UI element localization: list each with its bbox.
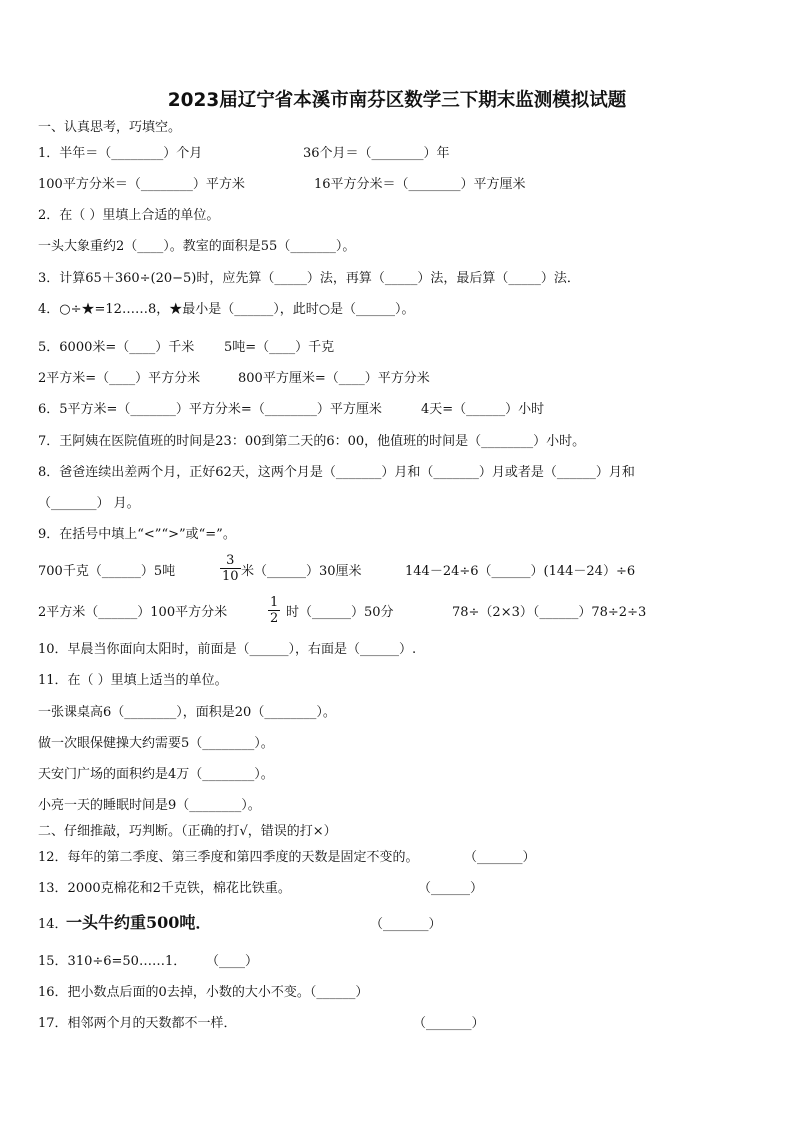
- question-6: [38, 401, 758, 419]
- q9-r2-part-c: 78÷（2×3）（______）78÷2÷3: [452, 605, 647, 620]
- q13-answer-blank: （______）: [418, 881, 484, 896]
- question-15: [38, 953, 758, 971]
- fraction-one-half: [268, 595, 280, 626]
- q5-part-a: 5．6000米=（____）千米: [38, 340, 195, 355]
- question-16: 16．把小数点后面的0去掉，小数的大小不变。（______）: [38, 985, 369, 1000]
- q17-answer-blank: （_______）: [413, 1016, 485, 1031]
- q6-part-a: 6．5平方米=（_______）平方分米=（________）平方厘米: [38, 402, 382, 417]
- question-17: [38, 1015, 758, 1033]
- fraction-denominator: 2: [270, 611, 279, 626]
- question-8-line-2: （_______） 月。: [38, 496, 140, 511]
- question-2-prompt: 2．在（ ）里填上合适的单位。: [38, 208, 220, 223]
- question-5-line-1: [38, 339, 758, 357]
- q13-text: 13．2000克棉花和2千克铁，棉花比铁重。: [38, 881, 291, 896]
- question-5-line-2: [38, 370, 758, 388]
- section-two-heading: 二、仔细推敲，巧判断。（正确的打√，错误的打×）: [38, 824, 337, 839]
- q1-part-a: 1．半年＝（________）个月: [38, 146, 203, 161]
- question-14: [38, 915, 758, 935]
- question-1-line-2: [38, 176, 758, 194]
- q1-part-b: 36个月＝（________）年: [303, 146, 450, 161]
- q14-answer-blank: （_______）: [370, 917, 442, 932]
- question-13: [38, 880, 758, 898]
- q1-part-c: 100平方分米＝（________）平方米: [38, 177, 245, 192]
- question-2-text: 一头大象重约2（____）。教室的面积是55（_______）。: [38, 239, 356, 254]
- q14-number: 14．: [38, 917, 68, 932]
- q12-answer-blank: （_______）: [464, 850, 536, 865]
- q5-part-d: 800平方厘米=（____）平方分米: [238, 371, 430, 386]
- question-8-line-1: 8．爸爸连续出差两个月，正好62天，这两个月是（_______）月和（_______）月或者是（______）月和: [38, 465, 635, 480]
- q15-answer-blank: （____）: [206, 954, 259, 969]
- section-one-heading: 一、认真思考，巧填空。: [38, 120, 182, 135]
- q5-part-c: 2平方米=（____）平方分米: [38, 371, 201, 386]
- question-11-exercise: 做一次眼保健操大约需要5（________）。: [38, 736, 274, 751]
- q6-part-b: 4天=（______）小时: [421, 402, 545, 417]
- question-11-square: 天安门广场的面积约是4万（________）。: [38, 767, 274, 782]
- fraction-three-tenths: [220, 553, 241, 584]
- question-9-prompt: 9．在括号中填上“<”“>”或“=”。: [38, 527, 236, 542]
- fraction-numerator: 1: [270, 595, 279, 610]
- question-7: 7．王阿姨在医院值班的时间是23：00到第二天的6：00，他值班的时间是（________）小时。: [38, 434, 586, 449]
- q12-text: 12．每年的第二季度、第三季度和第四季度的天数是固定不变的。: [38, 850, 419, 865]
- fraction-denominator: 10: [222, 569, 239, 584]
- q9-r2-part-b: 时（______）50分: [286, 605, 394, 620]
- question-11-sleep: 小亮一天的睡眠时间是9（________）。: [38, 798, 261, 813]
- fraction-numerator: 3: [226, 553, 235, 568]
- question-10: 10．早晨当你面向太阳时，前面是（______），右面是（______）.: [38, 642, 417, 657]
- q17-text: 17．相邻两个月的天数都不一样．: [38, 1016, 237, 1031]
- q5-part-b: 5吨=（____）千克: [224, 340, 335, 355]
- q1-part-d: 16平方分米＝（________）平方厘米: [314, 177, 526, 192]
- question-11-desk: 一张课桌高6（________），面积是20（________）。: [38, 705, 336, 720]
- question-3: 3．计算65＋360÷(20−5)时，应先算（_____）法，再算（_____）法，最后算（_____）法．: [38, 271, 580, 286]
- q9-r1-part-a: 700千克（______）5吨: [38, 564, 176, 579]
- q9-r2-part-a: 2平方米（______）100平方分米: [38, 605, 228, 620]
- question-4: 4．○÷★=12……8，★最小是（______），此时○是（______）。: [38, 302, 415, 317]
- question-9-row-2: [38, 595, 758, 631]
- q14-text: 一头牛约重500吨．: [66, 913, 212, 932]
- q15-text: 15．310÷6=50……1．: [38, 954, 187, 969]
- question-11-prompt: 11．在（ ）里填上适当的单位。: [38, 673, 228, 688]
- question-9-row-1: [38, 553, 758, 589]
- q9-r1-part-c: 144－24÷6（______）(144－24）÷6: [405, 564, 636, 579]
- q9-r1-part-b: 米（______）30厘米: [241, 564, 362, 579]
- question-1-line-1: [38, 145, 758, 163]
- page-title: 2023届辽宁省本溪市南芬区数学三下期末监测模拟试题: [167, 90, 627, 111]
- question-12: [38, 849, 758, 867]
